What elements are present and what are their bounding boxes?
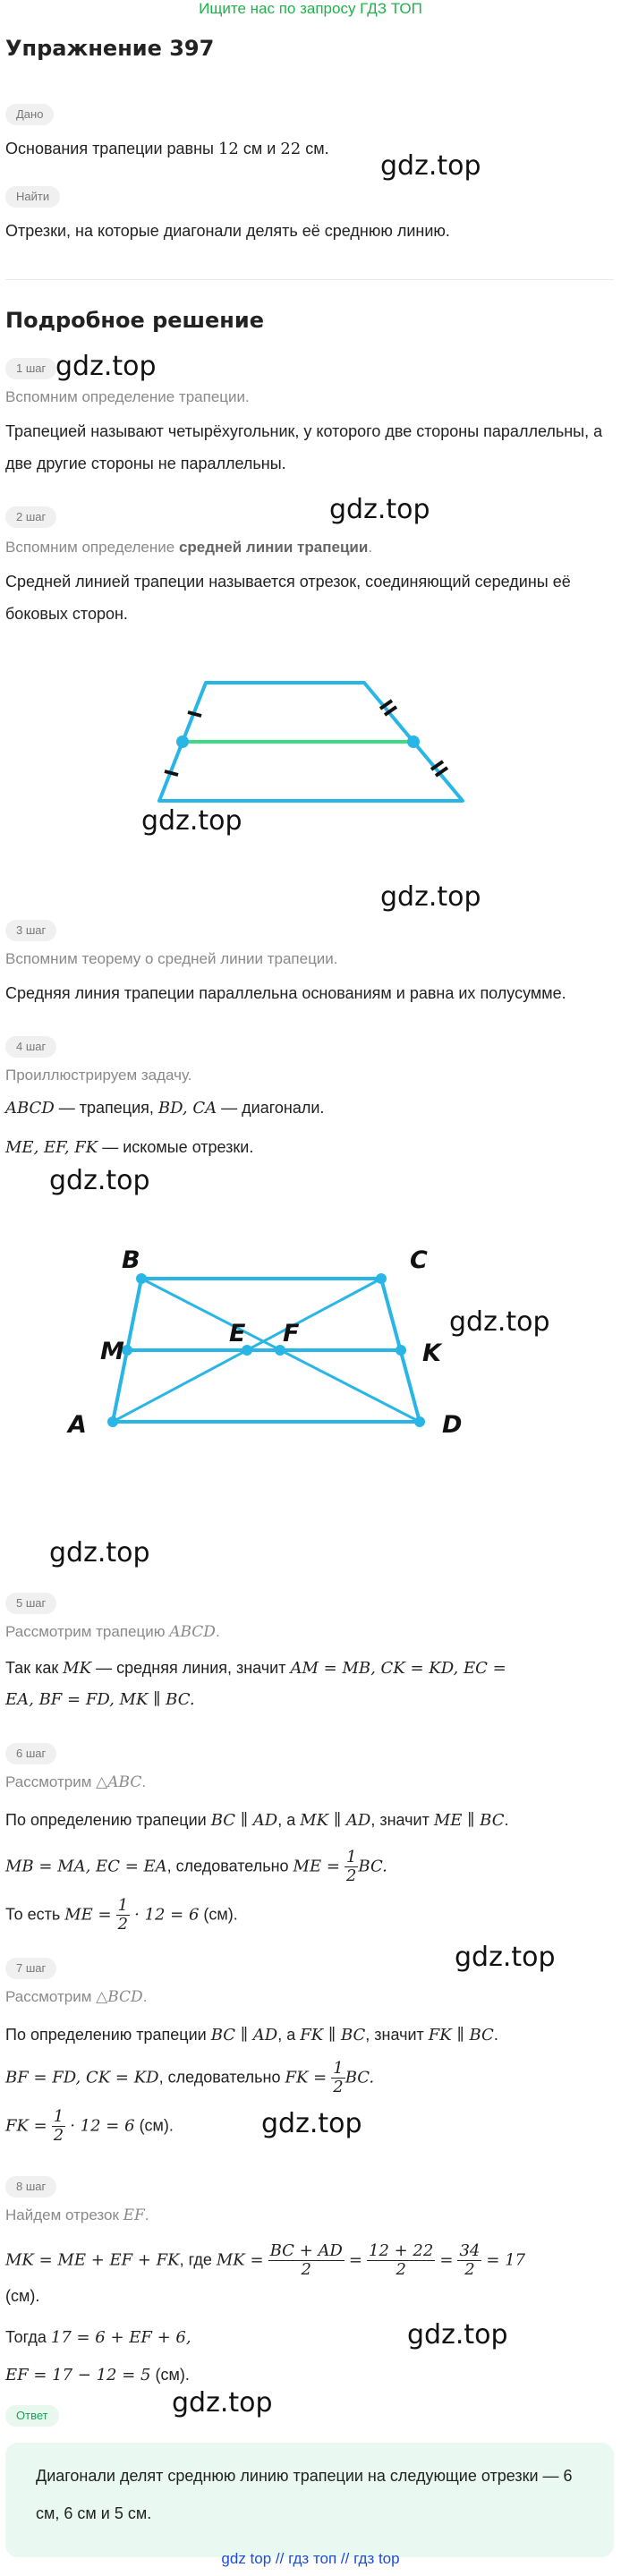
step-8-hint: Найдем отрезок EF. [5, 2206, 149, 2224]
step-2-pill: 2 шаг [5, 506, 56, 528]
watermark: gdz.top [407, 2319, 508, 2351]
watermark: gdz.top [49, 1537, 150, 1569]
label-d: D [442, 1411, 463, 1439]
top-banner[interactable]: Ищите нас по запросу ГДЗ ТОП [199, 0, 422, 17]
midpoint-right [407, 735, 420, 748]
step-1-text: Трапецией называют четырёхугольник, у которого две стороны параллельны, а две другие стороны не параллельны. [5, 422, 603, 472]
label-b: B [122, 1246, 140, 1274]
find-text: Отрезки, на которые диагонали делять её среднюю линию. [5, 222, 450, 240]
step-7-line-2: BF = FD, CK = KD, следовательно FK = $\frac{1}{2}$ BC. [5, 2059, 375, 2096]
step-6-pill: 6 шаг [5, 1743, 56, 1764]
page-title: Упражнение 397 [5, 36, 215, 61]
label-c: C [410, 1246, 428, 1274]
answer-pill: Ответ [5, 2405, 59, 2427]
step-4-hint: Проиллюстрируем задачу. [5, 1067, 192, 1084]
step-2-hint: Вспомним определение средней линии трапеции. [5, 539, 373, 556]
watermark: gdz.top [329, 494, 430, 525]
watermark: gdz.top [261, 2108, 362, 2139]
step-4-pill: 4 шаг [5, 1036, 56, 1058]
step-5-line-2: EA, BF = FD, MK ∥ BC. [5, 1690, 195, 1709]
step-4-line-2: ME, EF, FK — искомые отрезки. [5, 1138, 254, 1157]
given-text: Основания трапеции равны 12 см и 22 см. [5, 140, 329, 158]
watermark: gdz.top [141, 805, 242, 837]
step-7-line-3: FK = $\frac{1}{2}$ · 12 = 6 (см). [5, 2107, 174, 2145]
tick-left-top [188, 712, 201, 716]
watermark: gdz.top [49, 1165, 150, 1196]
step-8-line-1: MK = ME + EF + FK, где MK = $\frac{BC + AD}{2}$ = $\frac{12 + 22}{2}$ = $\frac{34}{2}$ = 17 [5, 2241, 526, 2279]
step-1-hint: Вспомним определение трапеции. [5, 388, 250, 405]
label-k: K [422, 1339, 441, 1367]
step-8-line-3: EF = 17 − 12 = 5 (см). [5, 2366, 190, 2385]
step-4-line-1: ABCD — трапеция, BD, CA — диагонали. [5, 1099, 325, 1118]
label-m: M [100, 1338, 124, 1365]
footer-links[interactable]: gdz top // гдз топ // гдз top [221, 2550, 400, 2567]
step-6-line-1: По определению трапеции BC ∥ AD, а MK ∥ AD, значит ME ∥ BC. [5, 1811, 509, 1830]
point-k [396, 1345, 406, 1356]
point-a [107, 1416, 118, 1427]
watermark: gdz.top [55, 351, 157, 382]
midpoint-left [176, 735, 189, 748]
step-2-text: Средней линией трапеции называется отрезок, соединяющий середины её боковых сторон. [5, 573, 571, 623]
step-7-pill: 7 шаг [5, 1958, 56, 1979]
given-pill: Дано [5, 104, 54, 125]
step-5-hint: Рассмотрим трапецию ABCD. [5, 1623, 220, 1641]
watermark: gdz.top [449, 1306, 550, 1338]
answer-text: Диагонали делят среднюю линию трапеции на следующие отрезки — 6 см, 6 см и 5 см. [36, 2467, 573, 2522]
step-5-pill: 5 шаг [5, 1593, 56, 1614]
label-f: F [283, 1320, 300, 1348]
point-c [376, 1273, 387, 1284]
step-8-pill: 8 шаг [5, 2176, 56, 2198]
step-3-text: Средняя линия трапеции параллельна основаниям и равна их полусумме. [5, 984, 566, 1002]
step-3-hint: Вспомним теорему о средней линии трапеции. [5, 950, 338, 967]
step-8-line-2: Тогда 17 = 6 + EF + 6, [5, 2328, 191, 2347]
step-6-hint: Рассмотрим △ABC. [5, 1773, 147, 1791]
step-8-line-1-end: (см). [5, 2287, 40, 2305]
solution-title: Подробное решение [5, 308, 264, 333]
point-b [136, 1273, 147, 1284]
label-e: E [229, 1320, 246, 1348]
step-3-pill: 3 шаг [5, 920, 56, 941]
step-1-pill: 1 шаг [5, 358, 56, 379]
point-d [414, 1416, 425, 1427]
step-7-line-1: По определению трапеции BC ∥ AD, а FK ∥ BC, значит FK ∥ BC. [5, 2026, 498, 2045]
watermark: gdz.top [455, 1942, 556, 1973]
divider [5, 279, 614, 280]
watermark: gdz.top [380, 150, 481, 182]
answer-box [5, 2443, 614, 2557]
step-5-line-1: Так как MK — средняя линия, значит AM = MB, CK = KD, EC = [5, 1659, 506, 1678]
trapezoid-abcd-figure [54, 1239, 474, 1445]
trapezoid-midline-figure [143, 667, 474, 810]
tick-left-bottom [165, 771, 178, 775]
watermark: gdz.top [380, 881, 481, 913]
step-6-line-2: MB = MA, EC = EA, следовательно ME = $\frac{1}{2}$ BC. [5, 1848, 387, 1885]
step-7-hint: Рассмотрим △BCD. [5, 1988, 148, 2006]
find-pill: Найти [5, 186, 60, 208]
watermark: gdz.top [172, 2387, 273, 2419]
label-a: A [68, 1411, 87, 1439]
step-6-line-3: То есть ME = $\frac{1}{2}$ · 12 = 6 (см). [5, 1896, 238, 1934]
